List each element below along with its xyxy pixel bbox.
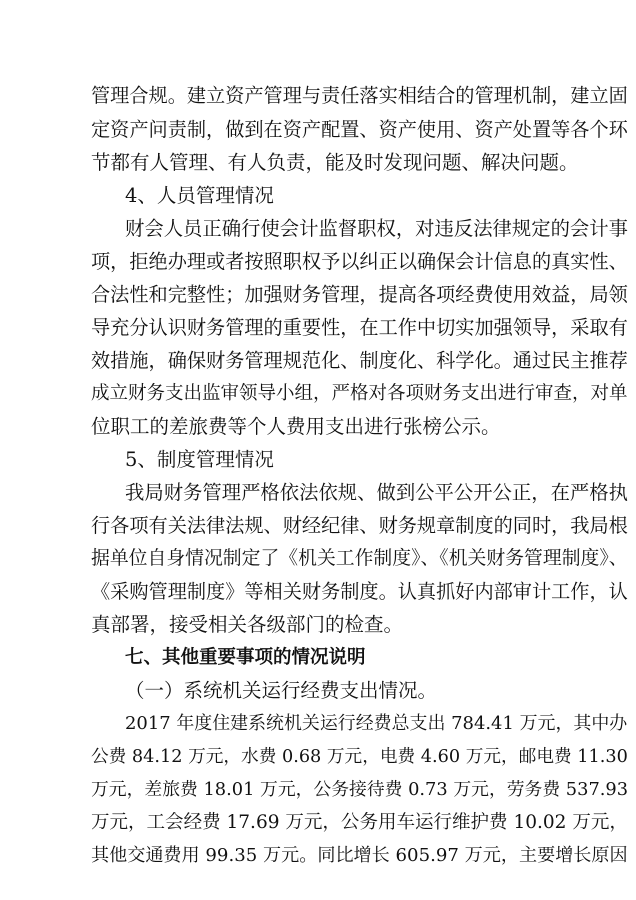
- body-text-line: 万元，差旅费 18.01 万元，公务接待费 0.73 万元，劳务费 537.93: [91, 779, 629, 800]
- body-text-line: 行各项有关法律法规、财经纪律、财务规章制度的同时，我局根: [91, 514, 628, 537]
- body-text-line: 万元，工会经费 17.69 万元，公务用车运行维护费 10.02 万元，: [91, 812, 628, 833]
- body-text-line: 据单位自身情况制定了《机关工作制度》、《机关财务管理制度》、: [91, 548, 628, 569]
- body-text-line: 合法性和完整性；加强财务管理，提高各项经费使用效益，局领: [91, 283, 628, 306]
- body-text-line: 成立财务支出监审领导小组，严格对各项财务支出进行审查，对单: [91, 383, 628, 404]
- body-text-line: 公费 84.12 万元，水费 0.68 万元，电费 4.60 万元，邮电费 11.30: [91, 747, 628, 767]
- chapter-heading-other-matters: 七、其他重要事项的情况说明: [125, 647, 366, 668]
- body-text-line: 位职工的差旅费等个人费用支出进行张榜公示。: [91, 415, 501, 438]
- body-text-line: 其他交通费用 99.35 万元。同比增长 605.97 万元，主要增长原因: [91, 845, 628, 866]
- body-text-line: 我局财务管理严格依法依规、做到公平公开公正，在严格执: [125, 481, 628, 504]
- section-heading-system: 5、制度管理情况: [125, 448, 274, 471]
- body-text-line: 管理合规。建立资产管理与责任落实相结合的管理机制，建立固: [91, 84, 628, 107]
- body-text-line: 节都有人管理、有人负责，能及时发现问题、解决问题。: [91, 151, 579, 174]
- body-text-line: 《采购管理制度》等相关财务制度。认真抓好内部审计工作，认: [91, 580, 628, 603]
- body-text-line: 效措施，确保财务管理规范化、制度化、科学化。通过民主推荐: [91, 349, 628, 372]
- body-text-line: 导充分认识财务管理的重要性，在工作中切实加强领导，采取有: [91, 316, 628, 339]
- body-text-line: 项，拒绝办理或者按照职权予以纠正以确保会计信息的真实性、: [91, 250, 628, 273]
- body-text-line: 真部署，接受相关各级部门的检查。: [91, 613, 404, 636]
- section-heading-personnel: 4、人员管理情况: [125, 184, 274, 207]
- subsection-heading: （一）系统机关运行经费支出情况。: [125, 679, 438, 702]
- body-text-line: 定资产问责制，做到在资产配置、资产使用、资产处置等各个环: [91, 118, 628, 141]
- body-text-line: 财会人员正确行使会计监督职权，对违反法律规定的会计事: [125, 217, 628, 240]
- body-text-line: 2017 年度住建系统机关运行经费总支出 784.41 万元，其中办: [125, 713, 628, 734]
